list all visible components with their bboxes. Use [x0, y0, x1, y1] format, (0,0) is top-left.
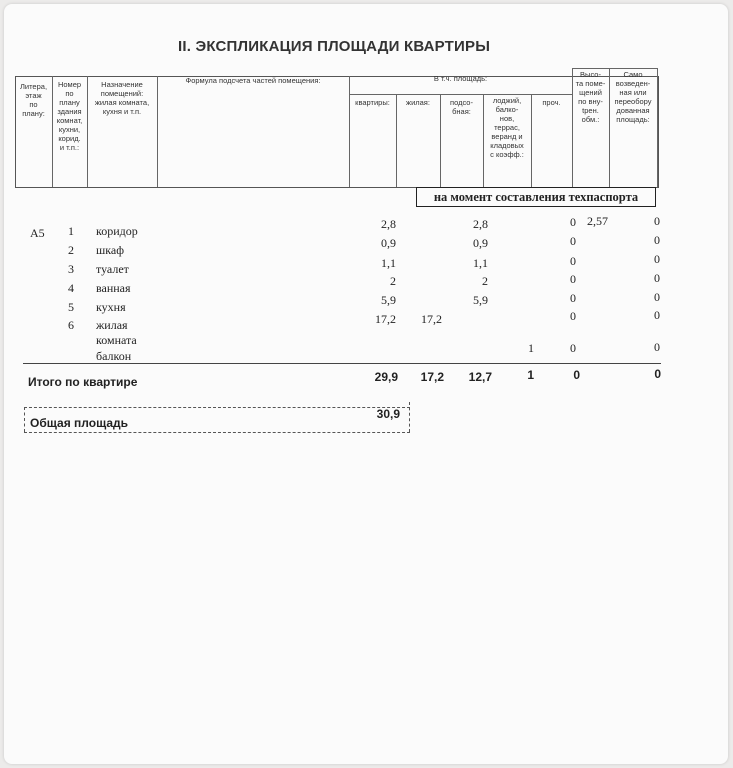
techpassport-note: на момент составления техпаспорта: [416, 187, 656, 207]
header-purpose: Назначение помещений: жилая комната, кухня и т.п.: [94, 80, 150, 116]
general-area-label: Общая площадь: [30, 416, 129, 430]
page-title: II. ЭКСПЛИКАЦИЯ ПЛОЩАДИ КВАРТИРЫ: [178, 38, 491, 55]
header-height: Высо- та поме- щений по вну- tрен. обм.:: [575, 70, 606, 124]
header-area-group: В т.ч. площадь:: [433, 74, 488, 83]
header-litera: Литера, этаж по плану:: [19, 82, 48, 118]
header-apartment: квартиры:: [355, 98, 390, 107]
general-area-value: 30,9: [376, 407, 400, 421]
header-living: жилая:: [406, 98, 430, 107]
header-other: проч.: [542, 98, 561, 107]
header-unauthorized: Само возведен- ная или переобору дованная площадь:: [614, 70, 652, 124]
header-formula: Формула подсчета частей помещения:: [185, 76, 321, 85]
total-label: Итого по квартире: [28, 375, 138, 389]
header-loggias: лоджий, балко- нов, террас, веранд и кладовых с коэфф.:: [490, 96, 524, 159]
header-number: Номер по плану здания комнат, кухни, корид. и т.п.:: [56, 80, 83, 152]
header-auxiliary: подсо- бная:: [450, 98, 473, 116]
